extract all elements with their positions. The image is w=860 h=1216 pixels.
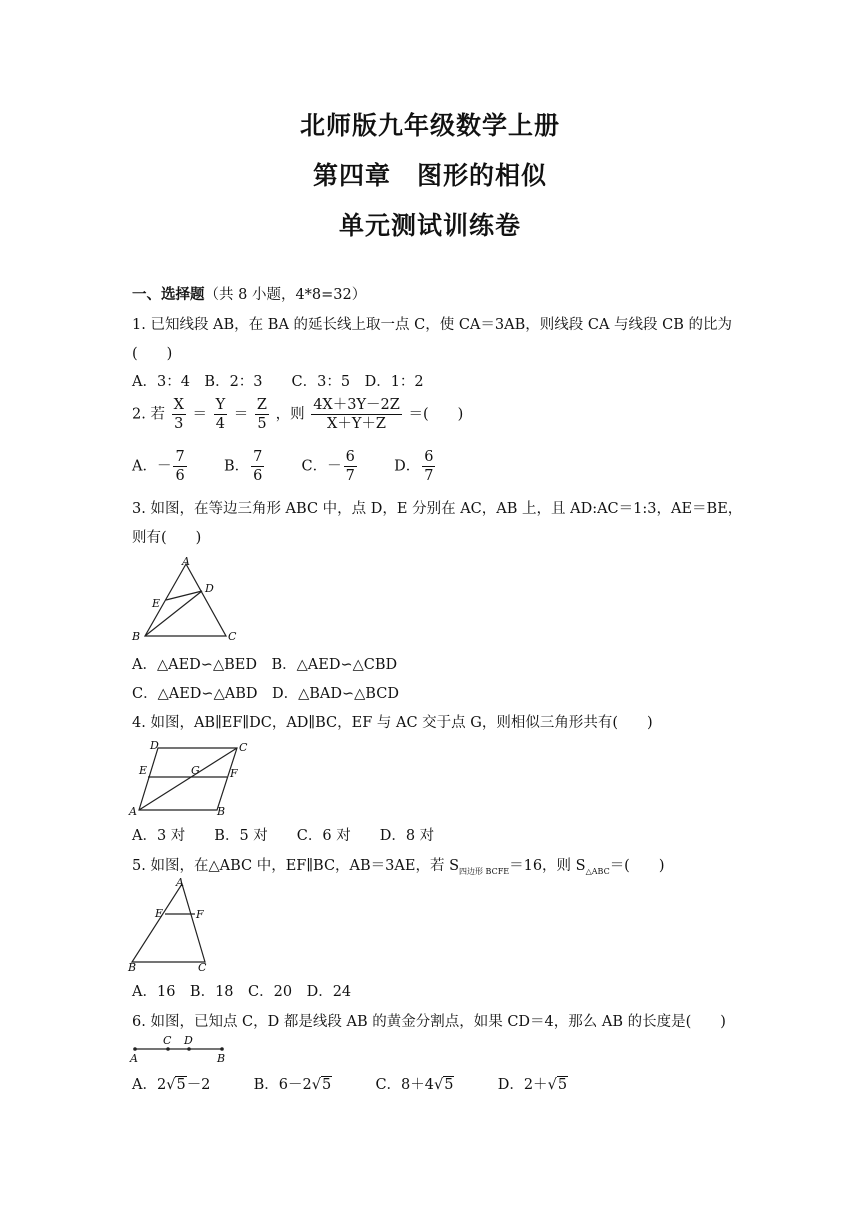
q3-stem2: 则有( ) <box>132 530 202 546</box>
q6-options <box>132 1073 568 1094</box>
q6-label-a: A <box>130 1052 138 1064</box>
q3-label-a: A <box>182 556 190 568</box>
q5-options: A．16 B．18 C．20 D．24 <box>132 984 352 1000</box>
q4-label-g: G <box>191 764 200 777</box>
q4-label-b: B <box>217 805 226 818</box>
q6-label-c: C <box>163 1034 172 1047</box>
q3-stem: 3. 如图，在等边三角形 ABC 中，点 D，E 分别在 AC，AB 上，且 AD:AC＝1:3，AE＝BE， <box>132 501 743 517</box>
q2-opt-d: D． <box>394 458 421 475</box>
q6-label-d: D <box>184 1034 193 1047</box>
q3-triangle-figure <box>128 556 243 644</box>
q3-label-d: D <box>205 582 214 595</box>
q2-opt-a-frac: $\frac{7}{6}$ <box>175 449 185 484</box>
q2-tail: ＝( ) <box>408 406 464 423</box>
q3-label-c: C <box>228 630 237 643</box>
q2-opt-c-frac: $\frac{6}{7}$ <box>345 449 355 484</box>
q6-opt-b: B．6－2√5 <box>253 1077 332 1093</box>
q5-stem-a: 5. 如图，在△ABC 中，EF∥BC，AB＝3AE，若 S <box>132 858 460 874</box>
q2-frac-x3: $\frac{X}{3}$ <box>173 397 184 432</box>
title-test: 单元测试训练卷 <box>338 211 521 240</box>
q4-parallelogram-figure <box>126 739 258 819</box>
q1-paren: ( ) <box>132 346 173 362</box>
q4-label-e: E <box>139 764 148 777</box>
q2-stem <box>132 396 463 433</box>
q5-label-b: B <box>128 961 137 974</box>
q4-label-f: F <box>230 767 238 780</box>
q3-options2: C．△AED∽△ABD D．△BAD∽△BCD <box>132 686 399 702</box>
section-label: 一、选择题 <box>132 287 205 303</box>
q3-label-b: B <box>132 630 141 643</box>
q2-eq1: ＝ <box>192 406 207 423</box>
q5-label-e: E <box>155 907 164 920</box>
q5-label-a: A <box>176 876 184 889</box>
q2-frac-y4: $\frac{Y}{4}$ <box>215 397 226 432</box>
q6-opt-d: D．2＋√5 <box>497 1077 568 1093</box>
section-heading <box>132 283 366 304</box>
q2-frac-expression: $\frac{4X+3Y-2Z}{X+Y+Z}$ <box>313 397 400 432</box>
q6-label-b: B <box>217 1052 226 1064</box>
q2-opt-b-frac: $\frac{7}{6}$ <box>253 449 263 484</box>
q5-sub-quadrilateral: 四边形 BCFE <box>459 866 510 876</box>
q6-stem: 6. 如图，已知点 C，D 都是线段 AB 的黄金分割点，如果 CD＝4，那么 AB 的长度是( ) <box>132 1014 726 1030</box>
q3-options1: A．△AED∽△BED B．△AED∽△CBD <box>132 657 398 673</box>
section-note: （共 8 小题，4*8=32） <box>204 287 367 303</box>
q5-sub-triangle: △ABC <box>585 866 610 876</box>
q2-opt-d-frac: $\frac{6}{7}$ <box>424 449 434 484</box>
q2-opt-a: A．－ <box>132 458 172 475</box>
title-book: 北师版九年级数学上册 <box>299 111 560 140</box>
q2-eq2: ＝ <box>233 406 249 423</box>
q4-options: A．3 对 B．5 对 C．6 对 D．8 对 <box>132 828 435 844</box>
q1-stem: 1. 已知线段 AB，在 BA 的延长线上取一点 C，使 CA＝3AB，则线段 CA 与线段 CB 的比为 <box>132 317 733 333</box>
q2-prefix: 2. 若 <box>132 406 165 423</box>
q3-label-e: E <box>152 597 161 610</box>
q5-stem-b: ＝16，则 S <box>509 858 586 874</box>
q4-label-a: A <box>129 805 137 818</box>
q5-triangle-figure <box>124 876 224 974</box>
q2-opt-b: B． <box>223 458 250 475</box>
title-chapter: 第四章 图形的相似 <box>312 161 547 190</box>
q4-label-d: D <box>150 739 159 752</box>
q5-label-f: F <box>196 908 204 921</box>
q2-mid: ，则 <box>275 406 305 423</box>
q2-opt-c: C．－ <box>301 458 342 475</box>
q4-label-c: C <box>239 741 248 754</box>
q5-stem <box>132 854 665 877</box>
q4-stem: 4. 如图，AB∥EF∥DC，AD∥BC，EF 与 AC 交于点 G，则相似三角形共有( ) <box>132 715 653 731</box>
q2-frac-z5: $\frac{Z}{5}$ <box>256 397 267 432</box>
q6-segment-figure <box>126 1034 236 1064</box>
q1-options: A．3：4 B．2：3 C．3：5 D．1：2 <box>132 374 424 390</box>
q6-opt-c: C．8＋4√5 <box>375 1077 454 1093</box>
q6-opt-a: A．2√5－2 <box>132 1077 211 1093</box>
q2-options <box>132 448 437 485</box>
q5-label-c: C <box>198 961 207 974</box>
q5-stem-c: ＝( ) <box>609 858 665 874</box>
